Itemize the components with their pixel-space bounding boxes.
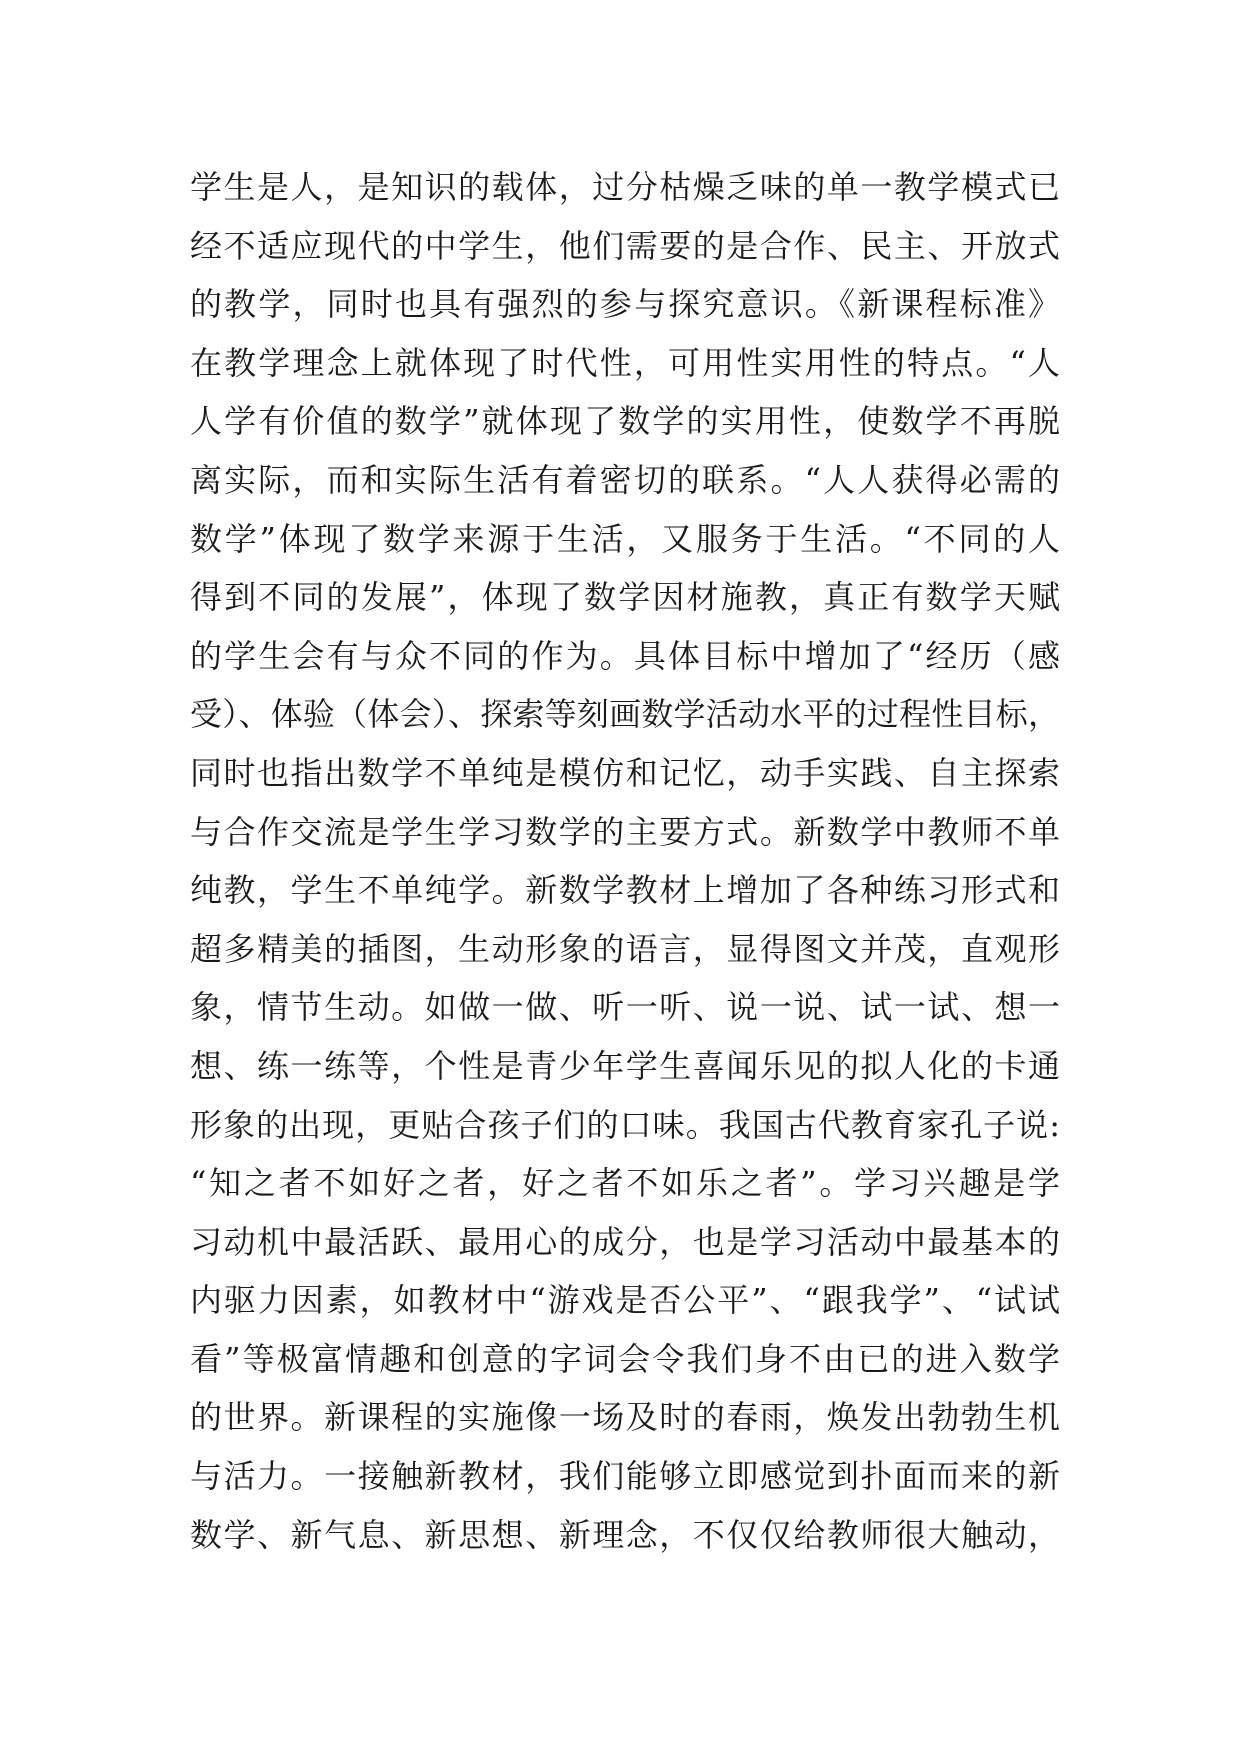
text-line: 习动机中最活跃、最用心的成分，也是学习活动中最基本的: [190, 1222, 1060, 1261]
text-line: 与活力。一接触新教材，我们能够立即感觉到扑面而来的新: [190, 1457, 1060, 1496]
text-line: 受）、体验（体会）、探索等刻画数学活动水平的过程性目标，: [190, 695, 1060, 734]
text-line: 数学”体现了数学来源于生活，又服务于生活。“不同的人: [190, 519, 1060, 558]
text-line: 象，情节生动。如做一做、听一听、说一说、试一试、想一: [190, 988, 1060, 1027]
text-line: 在教学理念上就体现了时代性，可用性实用性的特点。“人: [190, 343, 1060, 382]
text-line: 得到不同的发展”，体现了数学因材施教，真正有数学天赋: [190, 578, 1060, 617]
text-line: 看”等极富情趣和创意的字词会令我们身不由已的进入数学: [190, 1339, 1060, 1378]
text-line: 纯教，学生不单纯学。新数学教材上增加了各种练习形式和: [190, 871, 1060, 910]
text-line: 数学、新气息、新思想、新理念，不仅仅给教师很大触动，: [190, 1515, 1060, 1554]
text-line: 内驱力因素，如教材中“游戏是否公平”、“跟我学”、“试试: [190, 1281, 1060, 1320]
text-line: 想、练一练等，个性是青少年学生喜闻乐见的拟人化的卡通: [190, 1046, 1060, 1085]
text-line: 的学生会有与众不同的作为。具体目标中增加了“经历（感: [190, 636, 1060, 675]
text-line: “知之者不如好之者，好之者不如乐之者”。学习兴趣是学: [190, 1164, 1060, 1203]
body-text: [190, 158, 1060, 1564]
text-line: 的教学，同时也具有强烈的参与探究意识。《新课程标准》: [190, 285, 1060, 324]
text-line: 超多精美的插图，生动形象的语言，显得图文并茂，直观形: [190, 929, 1060, 968]
text-line: 学生是人，是知识的载体，过分枯燥乏味的单一教学模式已: [190, 168, 1060, 206]
text-line: 的世界。新课程的实施像一场及时的春雨，焕发出勃勃生机: [190, 1398, 1060, 1437]
text-line: 同时也指出数学不单纯是模仿和记忆，动手实践、自主探索: [190, 753, 1060, 792]
text-line: 人学有价值的数学”就体现了数学的实用性，使数学不再脱: [190, 402, 1060, 441]
text-line: 形象的出现，更贴合孩子们的口味。我国古代教育家孔子说:: [190, 1105, 1060, 1144]
text-line: 与合作交流是学生学习数学的主要方式。新数学中教师不单: [190, 812, 1060, 851]
text-line: 经不适应现代的中学生，他们需要的是合作、民主、开放式: [190, 226, 1060, 265]
text-line: 离实际，而和实际生活有着密切的联系。“人人获得必需的: [190, 460, 1060, 499]
